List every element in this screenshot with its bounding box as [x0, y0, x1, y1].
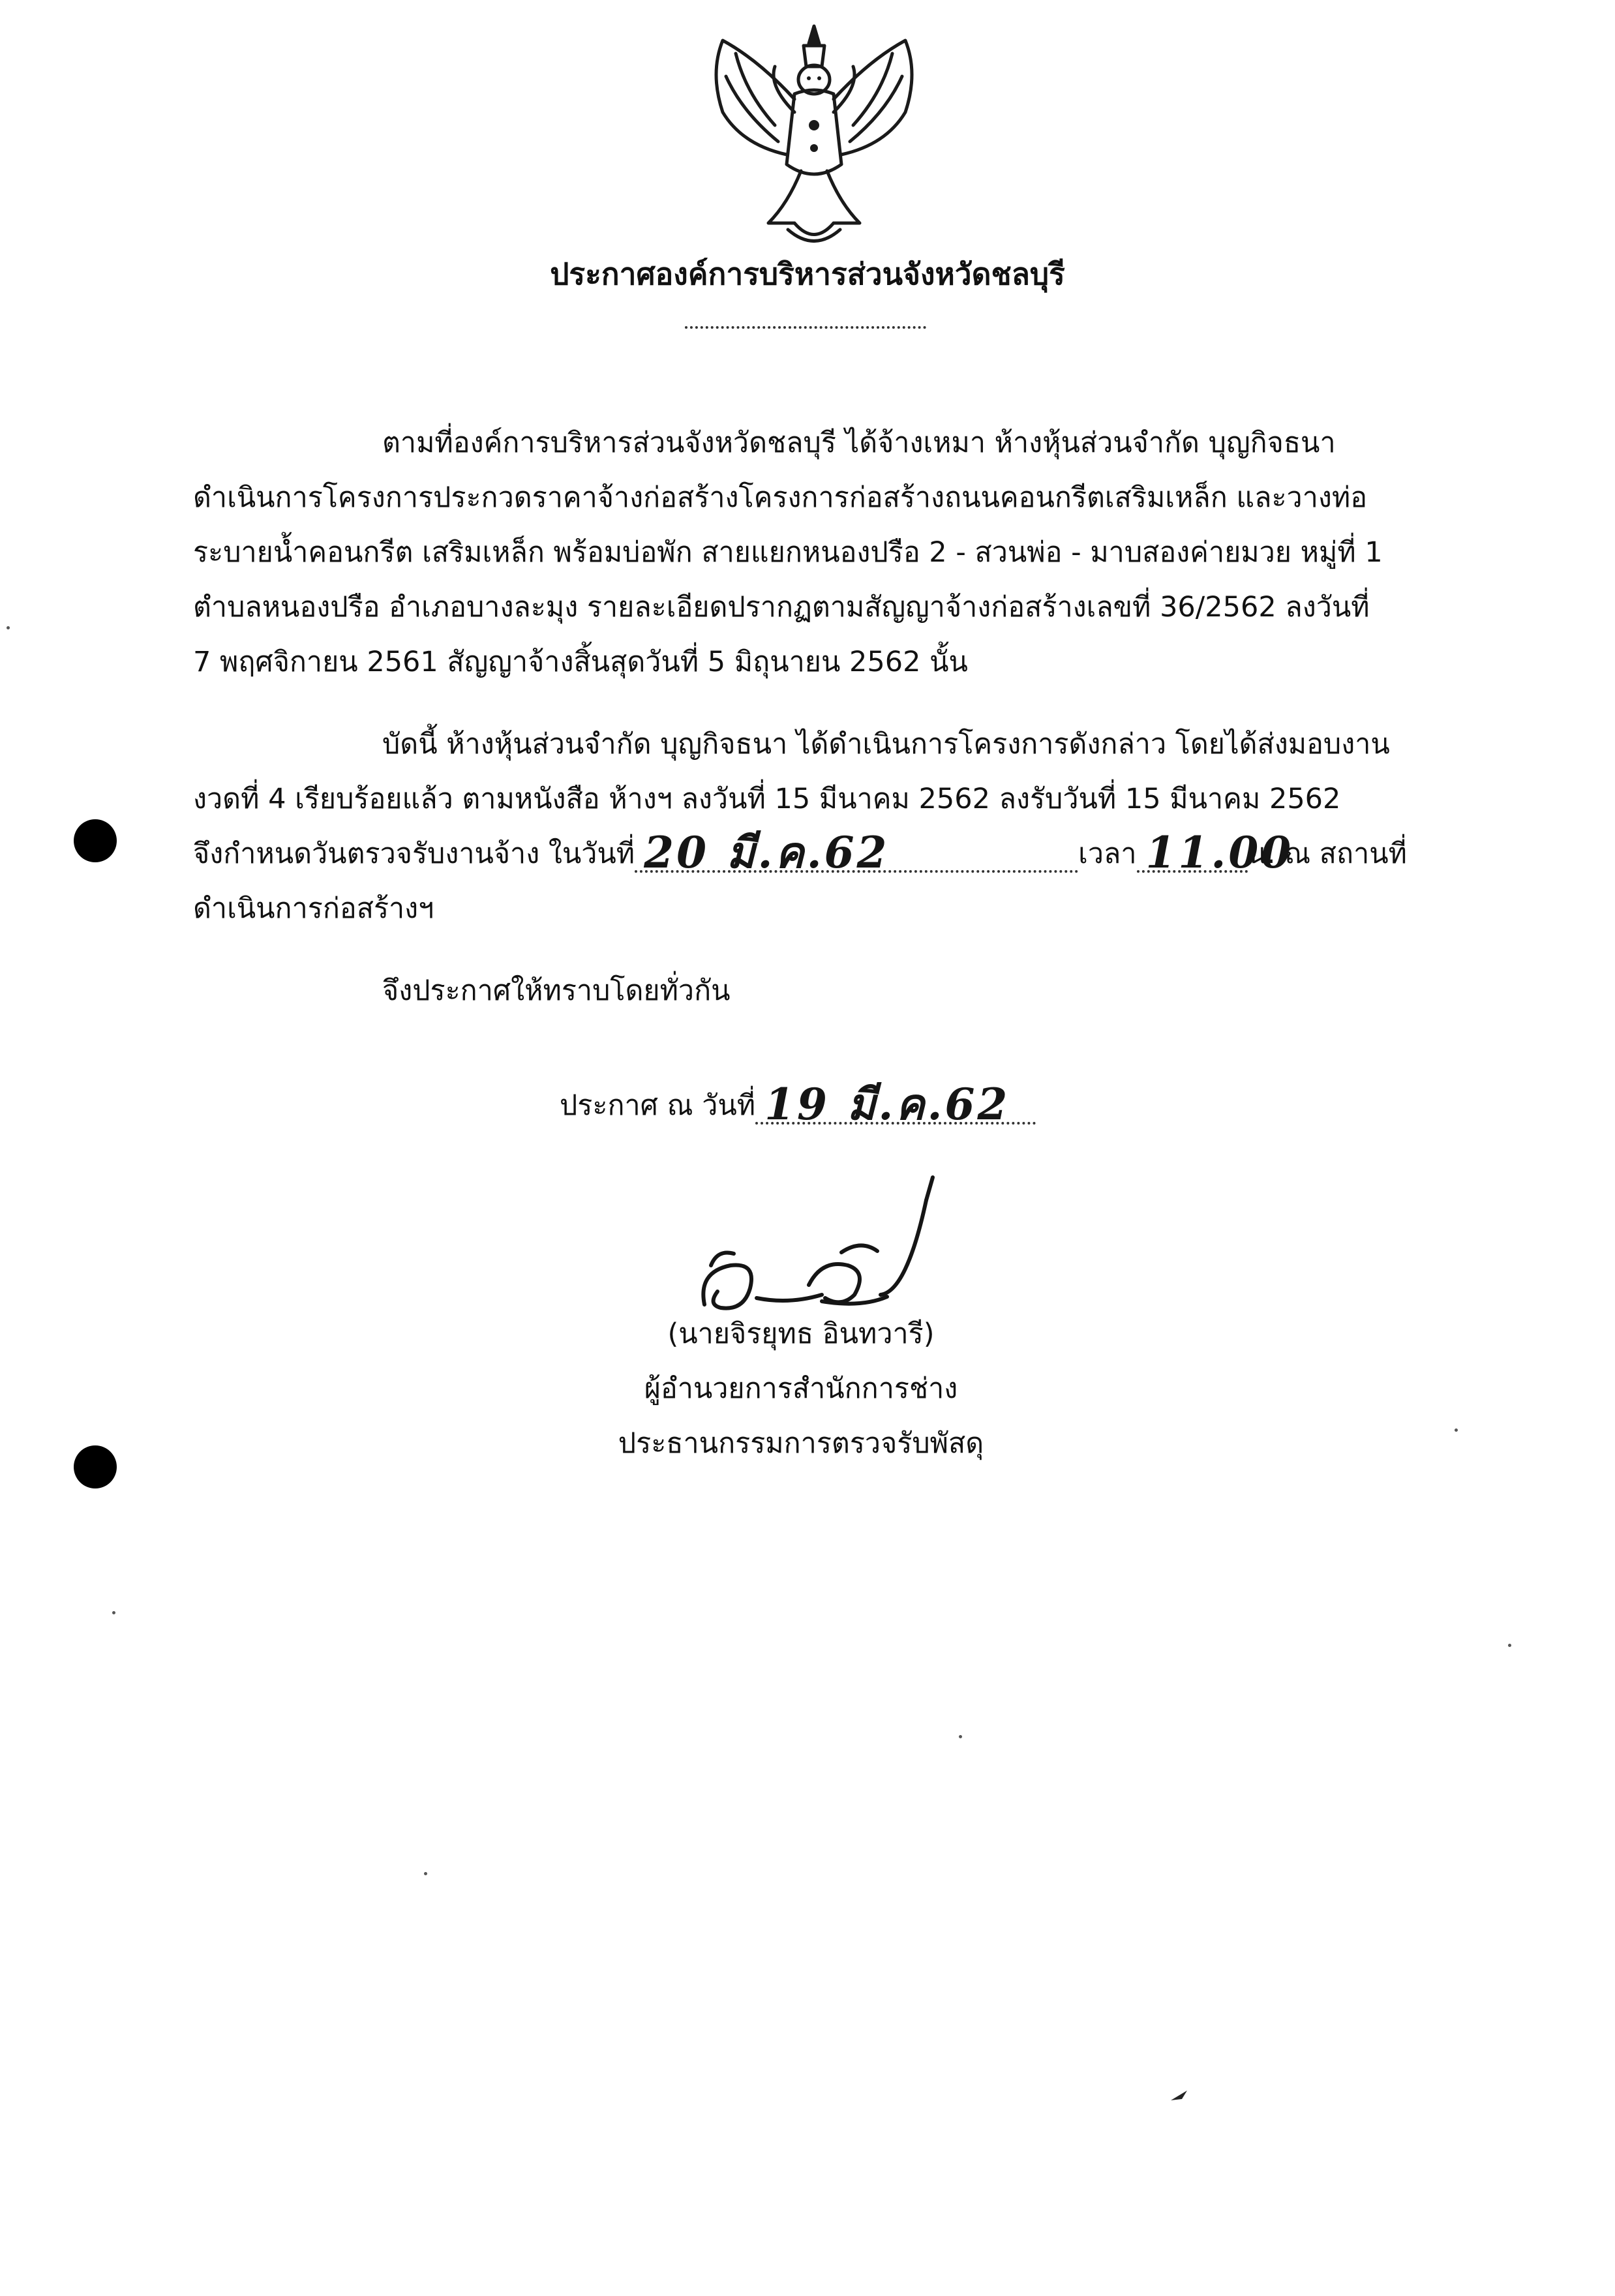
- inspection-date-label: จึงกำหนดวันตรวจรับงานจ้าง ในวันที่: [193, 838, 635, 870]
- paragraph-2-line-3: [193, 827, 1407, 878]
- announce-date-label: ประกาศ ณ วันที่: [560, 1089, 756, 1122]
- scan-speck: [959, 1735, 962, 1738]
- paragraph-2-line-1: บัดนี้ ห้างหุ้นส่วนจำกัด บุญกิจธนา ได้ดำเนินการโครงการดังกล่าว โดยได้ส่งมอบงาน: [382, 728, 1390, 761]
- title-divider: [685, 326, 926, 329]
- inspection-date-field: [635, 827, 1078, 878]
- announce-date-handwritten: 19 มี.ค.62: [764, 1079, 1010, 1130]
- pen-mark-icon: [1168, 2081, 1194, 2107]
- paragraph-1-line-2: ดำเนินการโครงการประกวดราคาจ้างก่อสร้างโครงการก่อสร้างถนนคอนกรีตเสริมเหล็ก และวางท่อ: [193, 481, 1368, 514]
- inspection-time-label: เวลา: [1078, 838, 1137, 870]
- inspection-date-handwritten: 20 มี.ค.62: [644, 827, 890, 878]
- paragraph-2-line-4: ดำเนินการก่อสร้างฯ: [193, 892, 434, 925]
- announce-date-field: [755, 1079, 1036, 1130]
- signatory-position: ผู้อำนวยการสำนักการช่าง: [644, 1372, 958, 1405]
- scan-speck: [1508, 1644, 1511, 1647]
- punch-hole: [74, 819, 117, 862]
- garuda-emblem-icon: [697, 14, 931, 256]
- signatory-name: (นายจิรยุทธ อินทวารี): [667, 1318, 935, 1350]
- announce-date-line: [560, 1079, 1036, 1130]
- scan-speck: [112, 1611, 115, 1614]
- scan-speck: [1455, 1428, 1458, 1432]
- inspection-place-label: น. ณ สถานที่: [1247, 838, 1407, 870]
- scan-speck: [7, 626, 10, 629]
- paragraph-1-line-3: ระบายน้ำคอนกรีต เสริมเหล็ก พร้อมบ่อพัก สายแยกหนองปรือ 2 - สวนพ่อ - มาบสองค่ายมวย หมู่ที่ 1: [193, 536, 1383, 569]
- signatory-role: ประธานกรรมการตรวจรับพัสดุ: [618, 1427, 984, 1460]
- handwritten-signature-icon: [691, 1174, 952, 1324]
- paragraph-1-line-5: 7 พฤศจิกายน 2561 สัญญาจ้างสิ้นสุดวันที่ 5 มิถุนายน 2562 นั้น: [193, 646, 968, 678]
- paragraph-3: จึงประกาศให้ทราบโดยทั่วกัน: [382, 974, 731, 1007]
- scan-speck: [424, 1872, 427, 1875]
- inspection-time-field: [1137, 827, 1294, 878]
- paragraph-2-line-2: งวดที่ 4 เรียบร้อยแล้ว ตามหนังสือ ห้างฯ ลงวันที่ 15 มีนาคม 2562 ลงรับวันที่ 15 มีนาคม 2562: [193, 783, 1341, 815]
- inspection-time-handwritten: 11.00: [1145, 827, 1294, 878]
- paragraph-1-line-1: ตามที่องค์การบริหารส่วนจังหวัดชลบุรี ได้จ้างเหมา ห้างหุ้นส่วนจำกัด บุญกิจธนา: [382, 427, 1336, 459]
- document-title: ประกาศองค์การบริหารส่วนจังหวัดชลบุรี: [550, 256, 1065, 292]
- punch-hole: [74, 1445, 117, 1488]
- paragraph-1-line-4: ตำบลหนองปรือ อำเภอบางละมุง รายละเอียดปรากฏตามสัญญาจ้างก่อสร้างเลขที่ 36/2562 ลงวันที่: [193, 591, 1370, 624]
